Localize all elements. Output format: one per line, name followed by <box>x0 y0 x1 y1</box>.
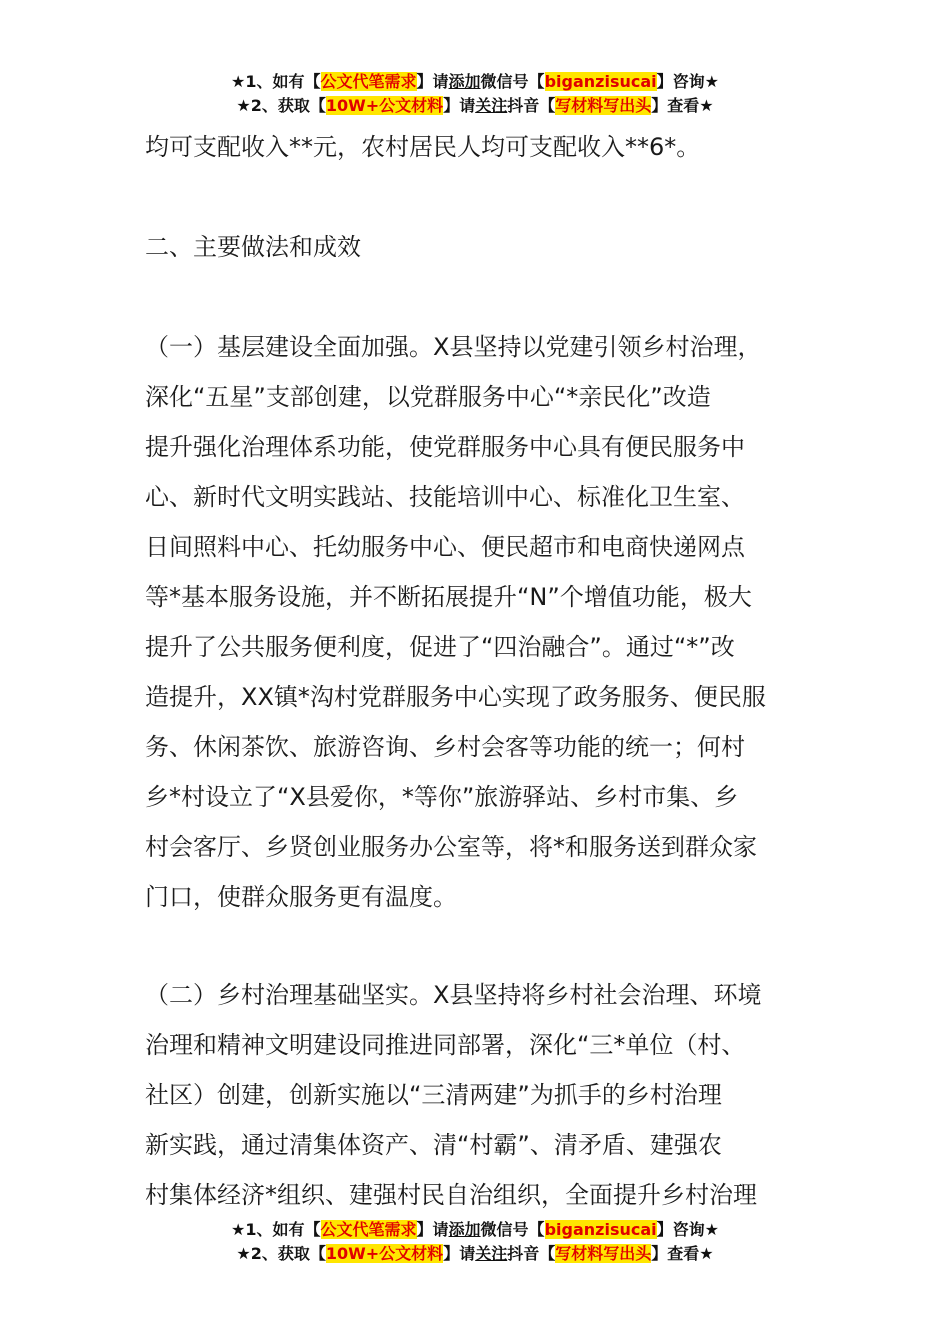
paragraph-line: 心、新时代文明实践站、技能培训中心、标准化卫生室、 <box>145 483 745 511</box>
banner-highlight: 10W+公文材料 <box>325 1244 444 1263</box>
banner-text: 微信号【 <box>480 72 545 91</box>
paragraph-line: 造提升，XX镇*沟村党群服务中心实现了政务服务、便民服 <box>145 683 766 711</box>
paragraph-line: 社区）创建，创新实施以“三清两建”为抓手的乡村治理 <box>145 1081 722 1109</box>
paragraph-line: 等*基本服务设施，并不断拓展提升“N”个增值功能，极大 <box>145 583 752 611</box>
footer-banner-line-1 <box>0 1218 950 1242</box>
banner-highlight: biganzisucai <box>544 1220 657 1239</box>
banner-text: 】查看★ <box>651 1244 714 1263</box>
intro-tail-line <box>145 122 807 172</box>
banner-highlight: 写材料写出头 <box>555 96 652 115</box>
header-banner <box>0 70 950 118</box>
banner-text: ★2、获取【 <box>236 96 326 115</box>
banner-emphasis: 添加 <box>448 1220 481 1239</box>
paragraph-rural-governance <box>145 970 807 1220</box>
paragraph-line: 治理和精神文明建设同推进同部署，深化“三*单位（村、 <box>145 1031 746 1059</box>
banner-highlight: 10W+公文材料 <box>325 96 444 115</box>
banner-emphasis: 添加 <box>448 72 481 91</box>
paragraph-line: 新实践，通过清集体资产、清“村霸”、清矛盾、建强农 <box>145 1131 722 1159</box>
paragraph-line: 务、休闲茶饮、旅游咨询、乡村会客等功能的统一；何村 <box>145 733 745 761</box>
banner-highlight: 公文代笔需求 <box>320 72 417 91</box>
banner-text: ★2、获取【 <box>236 1244 326 1263</box>
paragraph-line: 日间照料中心、托幼服务中心、便民超市和电商快递网点 <box>145 533 745 561</box>
paragraph-line: 村会客厅、乡贤创业服务办公室等，将*和服务送到群众家 <box>145 833 757 861</box>
banner-text: 】请 <box>416 1220 449 1239</box>
banner-text: 】咨询★ <box>656 72 719 91</box>
banner-text: ★1、如有【 <box>231 72 321 91</box>
banner-text: 微信号【 <box>480 1220 545 1239</box>
banner-emphasis: 关注 <box>475 96 508 115</box>
paragraph-line: （一）基层建设全面加强。X县坚持以党建引领乡村治理， <box>145 333 762 361</box>
footer-banner-line-2 <box>0 1242 950 1266</box>
banner-highlight: 写材料写出头 <box>555 1244 652 1263</box>
banner-emphasis: 关注 <box>475 1244 508 1263</box>
section-heading <box>145 222 807 272</box>
banner-text: 】请 <box>443 96 476 115</box>
paragraph-line: （二）乡村治理基础坚实。X县坚持将乡村社会治理、环境 <box>145 981 762 1009</box>
paragraph-grassroots-construction <box>145 322 807 922</box>
banner-text: 】咨询★ <box>656 1220 719 1239</box>
banner-highlight: 公文代笔需求 <box>320 1220 417 1239</box>
paragraph-line: 深化“五星”支部创建，以党群服务中心“*亲民化”改造 <box>145 383 711 411</box>
paragraph-line: 乡*村设立了“X县爱你，*等你”旅游驿站、乡村市集、乡 <box>145 783 739 811</box>
banner-text: 】请 <box>443 1244 476 1263</box>
intro-tail-text: 均可支配收入**元，农村居民人均可支配收入**6*。 <box>145 133 701 161</box>
banner-text: 抖音【 <box>507 1244 556 1263</box>
paragraph-line: 提升强化治理体系功能，使党群服务中心具有便民服务中 <box>145 433 745 461</box>
paragraph-line: 门口，使群众服务更有温度。 <box>145 883 457 911</box>
banner-highlight: biganzisucai <box>544 72 657 91</box>
header-banner-line-1 <box>0 70 950 94</box>
banner-text: 】请 <box>416 72 449 91</box>
banner-text: ★1、如有【 <box>231 1220 321 1239</box>
section-heading-text: 二、主要做法和成效 <box>145 233 361 261</box>
footer-banner <box>0 1218 950 1266</box>
header-banner-line-2 <box>0 94 950 118</box>
paragraph-line: 村集体经济*组织、建强村民自治组织，全面提升乡村治理 <box>145 1181 757 1209</box>
paragraph-line: 提升了公共服务便利度，促进了“四治融合”。通过“*”改 <box>145 633 735 661</box>
banner-text: 抖音【 <box>507 96 556 115</box>
banner-text: 】查看★ <box>651 96 714 115</box>
